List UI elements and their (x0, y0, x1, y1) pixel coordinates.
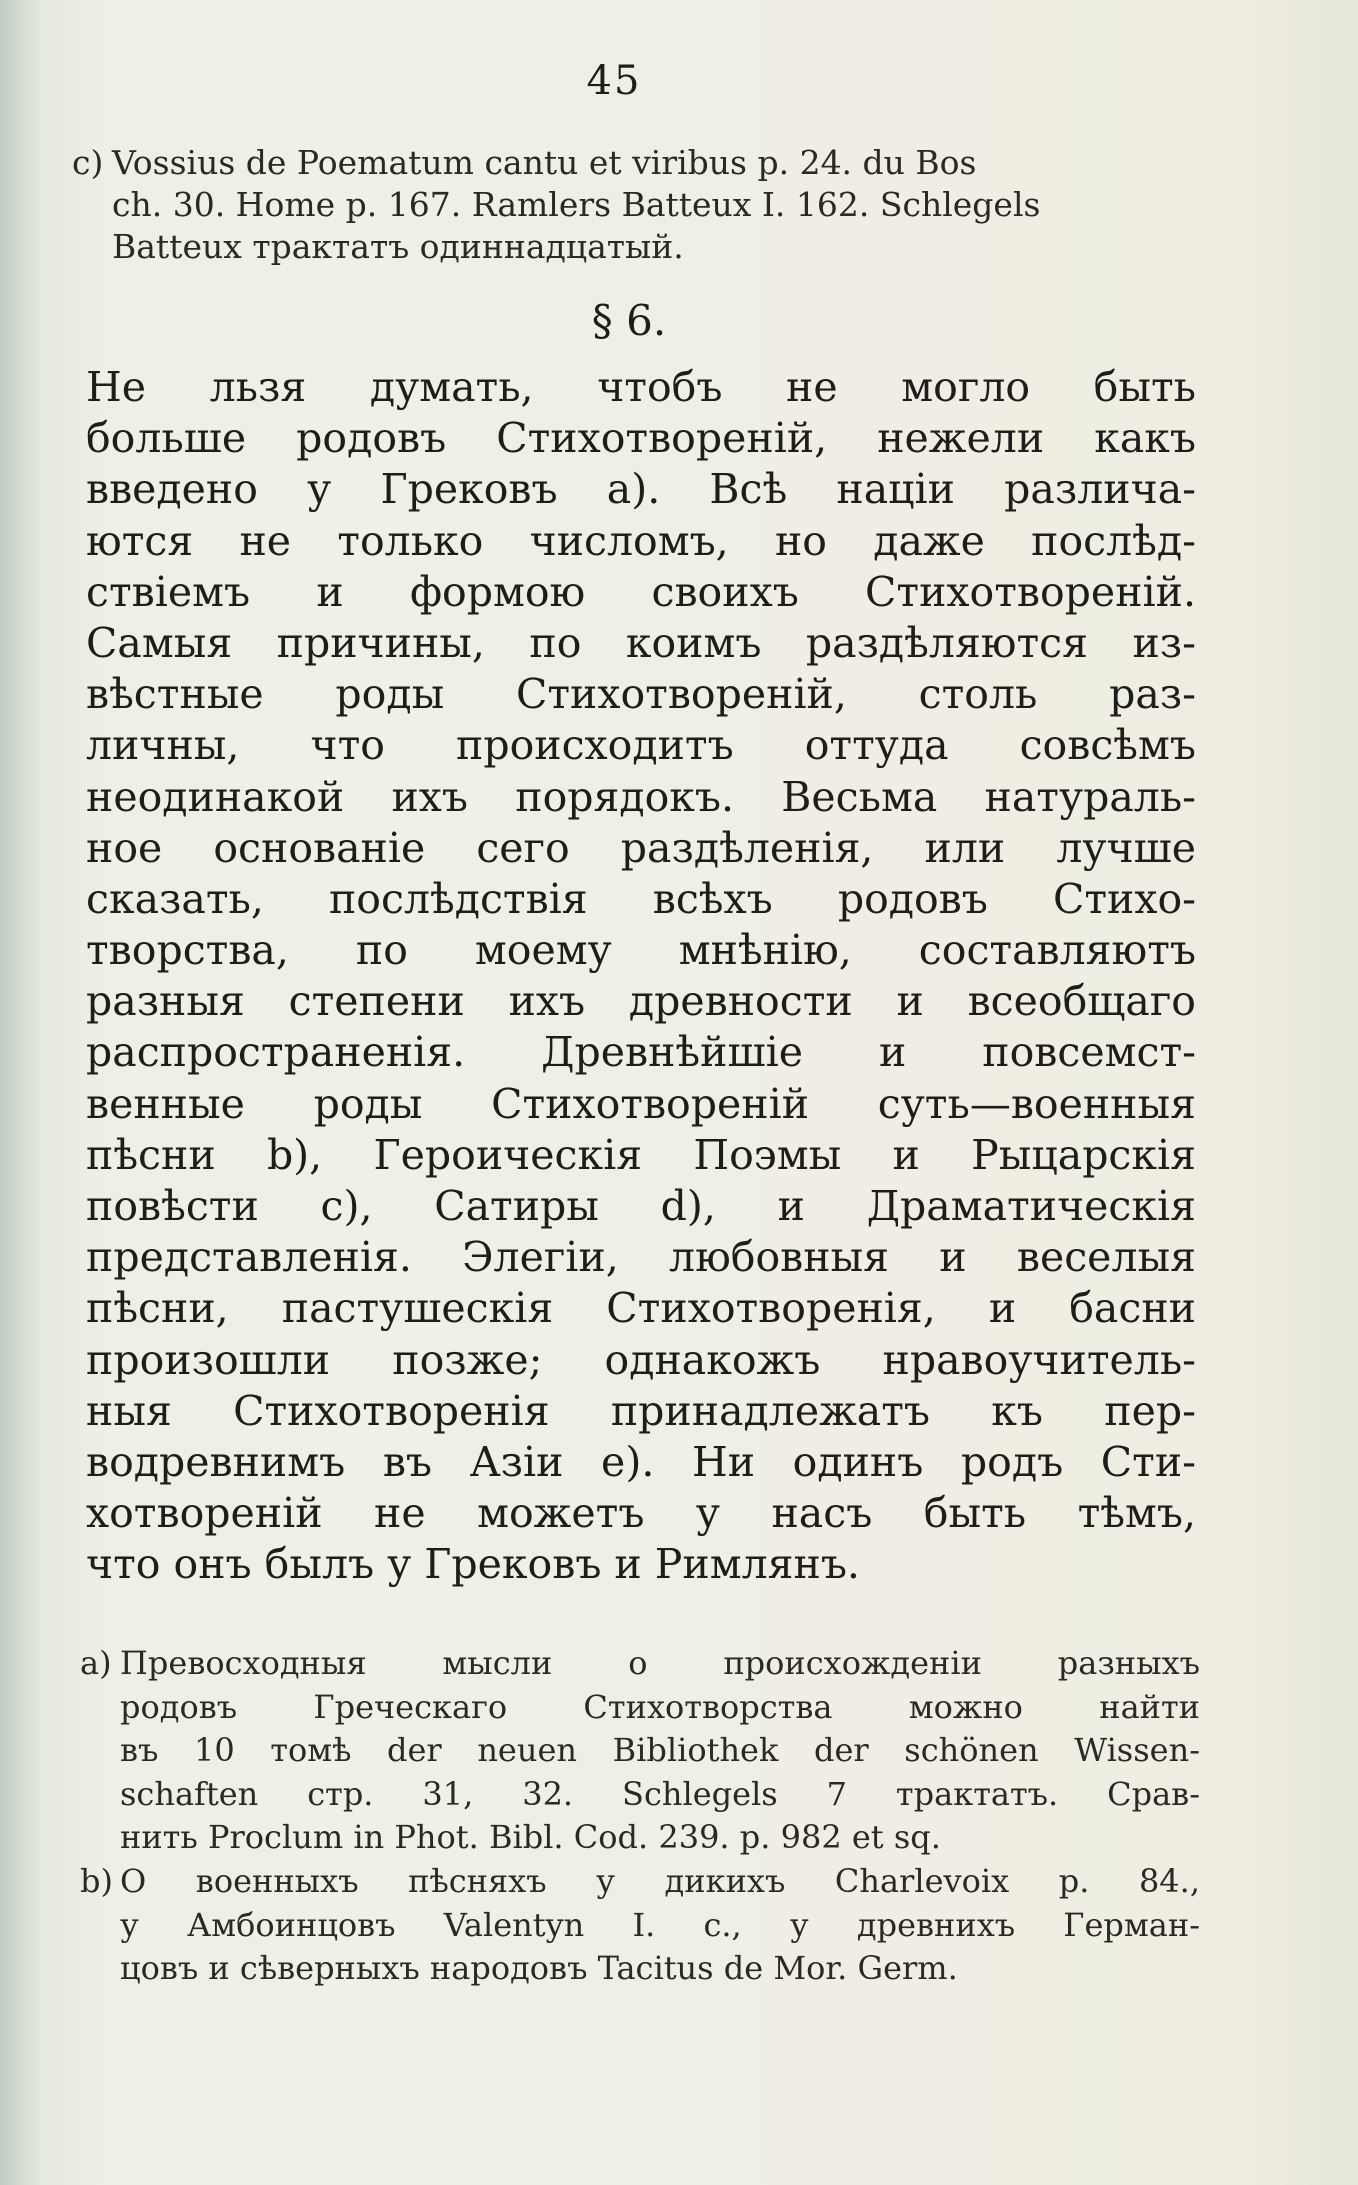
footnote-marker: a) (80, 1644, 112, 1682)
text-line: вѣстные роды Стихотвореній, столь раз- (86, 670, 1196, 719)
text-line: венные роды Стихотвореній суть—военныя (86, 1079, 1196, 1128)
text-line: распространенія. Древнѣйшіе и повсемст- (86, 1028, 1196, 1077)
text-line: разныя степени ихъ древности и всеобщаго (86, 977, 1196, 1026)
text-line: водревнимъ въ Азіи е). Ни одинъ родъ Сти- (86, 1437, 1196, 1486)
footnote-line: у Амбоинцовъ Valentyn I. c., у древнихъ Герман- (120, 1905, 1200, 1944)
footnote-b (80, 1860, 1200, 1991)
text-line: пѣсни b), Героическія Поэмы и Рыцарскія (86, 1130, 1196, 1179)
footnote-line: Превосходныя мысли о происхожденіи разныхъ (120, 1644, 1200, 1682)
footnote-marker: b) (80, 1861, 113, 1900)
text-line: повѣсти c), Сатиры d), и Драматическія (86, 1182, 1196, 1230)
page-number: 45 (586, 58, 642, 104)
text-line: что онъ былъ у Грековъ и Римлянъ. (86, 1540, 860, 1589)
section-heading: § 6. (591, 296, 667, 345)
footnote-line: schaften стр. 31, 32. Schlegels 7 трактатъ. Срав- (120, 1774, 1200, 1813)
footnote-marker: c) (72, 143, 104, 182)
text-line: сказать, послѣдствія всѣхъ родовъ Стихо- (86, 874, 1196, 923)
text-line: неодинакой ихъ порядокъ. Весьма натураль- (86, 772, 1196, 821)
text-line: представленія. Элегіи, любовныя и веселыя (86, 1233, 1196, 1282)
text-line: хотвореній не можетъ у насъ быть тѣмъ, (86, 1489, 1196, 1538)
text-line: больше родовъ Стихотвореній, нежели какъ (86, 414, 1196, 463)
text-line: введено у Грековъ а). Всѣ націи различа- (86, 465, 1196, 514)
footnote-c (72, 142, 1212, 268)
text-line: Не льзя думать, чтобъ не могло быть (86, 363, 1196, 411)
text-line: творства, по моему мнѣнію, составляютъ (86, 926, 1196, 975)
footnote-line: родовъ Греческаго Стихотворства можно найти (120, 1687, 1200, 1726)
body-paragraph (86, 362, 1196, 1591)
footnote-line: Batteux трактатъ одиннадцатый. (112, 227, 684, 266)
text-line: Самыя причины, по коимъ раздѣляются из- (86, 618, 1196, 667)
text-line: ныя Стихотворенія принадлежатъ къ пер- (86, 1386, 1196, 1435)
text-line: ствіемъ и формою своихъ Стихотвореній. (86, 567, 1196, 616)
text-line: ются не только числомъ, но даже послѣд- (86, 516, 1196, 565)
text-line: пѣсни, пастушескія Стихотворенія, и басни (86, 1284, 1196, 1333)
footnote-line: ch. 30. Home p. 167. Ramlers Batteux I. 162. Schlegels (112, 185, 1041, 224)
text-line: ное основаніе сего раздѣленія, или лучше (86, 823, 1196, 872)
footnote-a (80, 1642, 1200, 1860)
footnote-line: цовъ и сѣверныхъ народовъ Tacitus de Mor. Germ. (120, 1949, 958, 1988)
footnote-line: нить Proclum in Phot. Bibl. Cod. 239. p. 982 et sq. (120, 1818, 941, 1857)
text-line: произошли позже; однакожъ нравоучитель- (86, 1335, 1196, 1384)
footnote-line: Vossius de Poematum cantu et viribus p. 24. du Bos (112, 143, 977, 182)
footnotes-section (80, 1642, 1200, 1991)
footnote-line: О военныхъ пѣсняхъ у дикихъ Charlevoix p. 84., (120, 1861, 1200, 1900)
footnote-line: въ 10 томѣ der neuen Bibliothek der schönen Wissen- (120, 1731, 1200, 1770)
text-line: личны, что происходитъ оттуда совсѣмъ (86, 721, 1196, 770)
